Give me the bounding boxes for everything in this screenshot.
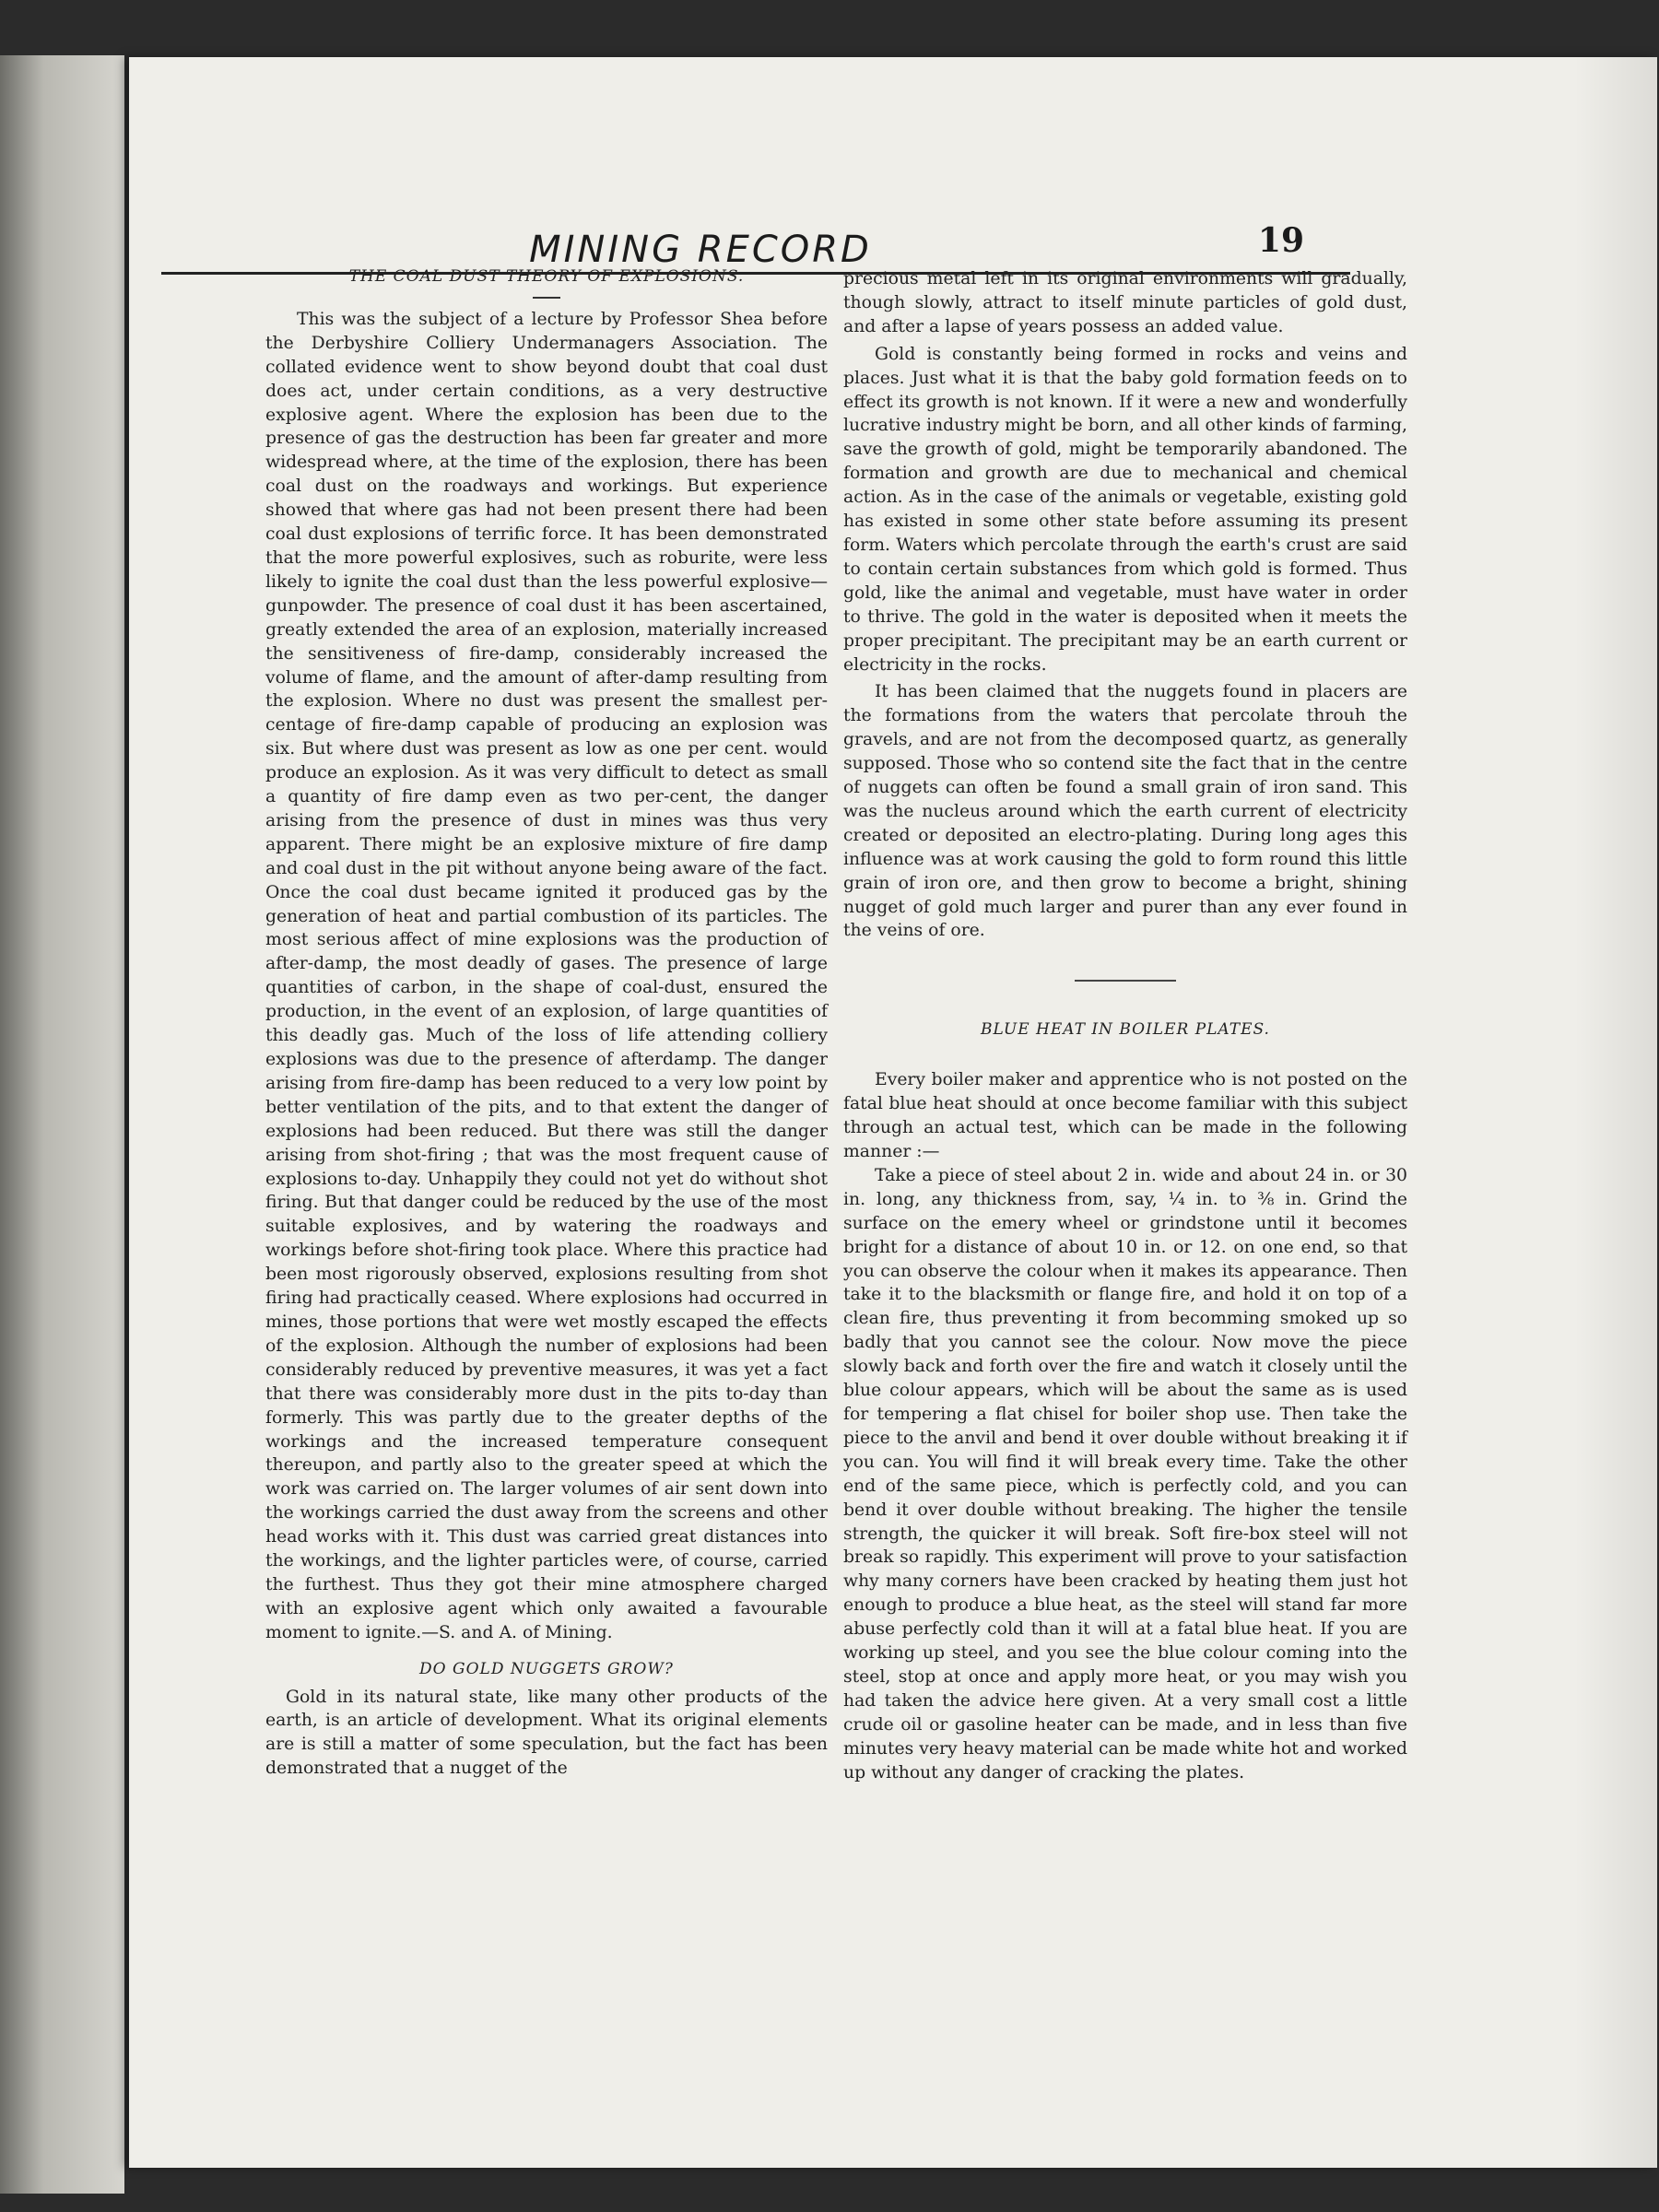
left-column xyxy=(265,265,828,1781)
page-number: 19 xyxy=(1257,221,1304,260)
article-divider xyxy=(1075,980,1176,982)
blue-heat-paragraph-2: Take a piece of steel about 2 in. wide and about 24 in. or 30 in. long, any thickness from, say, ¼ in. to ⅜ in. Grind the surface on the emery wheel or grindstone until it becomes bright for a distance of about 10 in. or 12. on one end, so that you can observe the colour when it makes its appearance. Then take it to the blacksmith or flange fire, and hold it on top of a clean fire, thus preventing it from becomming smoked up so badly that you cannot see the colour. Now move the piece slowly back and forth over the fire and watch it closely until the blue colour appears, which will be about the same as is used for tempering a flat chisel for boiler shop use. Then take the piece to the anvil and bend it over double without breaking it if you can. You will find it will break every time. Take the other end of the same piece, which is perfectly cold, and you can bend it over double without breaking. The higher the tensile strength, the quicker it will break. Soft fire-box steel will not break so rapidly. This experiment will prove to your satisfaction why many corners have been cracked by heating them just hot enough to produce a blue heat, as the steel will stand far more abuse perfectly cold than it will at a fatal blue heat. If you are working up steel, and you see the blue colour coming into the steel, stop at once and apply more heat, or you may wish you had taken the advice here given. At a very small cost a little crude oil or gasoline heater can be made, and in less than five minutes very heavy material can be made white hot and worked up without any danger of cracking the plates. xyxy=(843,1165,1407,1783)
headline-dash xyxy=(533,297,560,299)
facing-page-edge xyxy=(0,55,124,2194)
blue-heat-paragraph-1: Every boiler maker and apprentice who is not posted on the fatal blue heat should at once become familiar with this subject through an actual test, which can be made in the following manner :— xyxy=(843,1070,1407,1161)
gold-nuggets-intro: Gold in its natural state, like many other products of the earth, is an article of development. What its original elements are is still a matter of some speculation, but the fact has been demonstrated that a nugget of the xyxy=(265,1687,828,1779)
gold-nuggets-paragraph-3: It has been claimed that the nuggets found in placers are the formations from the waters that percolate throuh the gravels, and are not from the decomposed quartz, as generally supposed. Those who so contend site the fact that in the centre of nuggets can often be found a small grain of iron sand. This was the nucleus around which the earth current of electricity created or deposited an electro-plating. During long ages this influence was at work causing the gold to form round this little grain of iron ore, and then grow to become a bright, shining nugget of gold much larger and purer than any ever found in the veins of ore. xyxy=(843,682,1407,941)
gold-nuggets-headline: DO GOLD NUGGETS GROW? xyxy=(419,1659,674,1678)
coal-dust-body: This was the subject of a lecture by Professor Shea before the Derbyshire Colliery Undermanagers Association. The collated evidence went to show beyond doubt that coal dust does act, under certain conditions, as a very destructive explosive agent. Where the explosion has been due to the presence of gas the destruction has been far greater and more widespread where, at the time of the explosion, there has been coal dust on the roadways and workings. But experience showed that where gas had not been present there had been coal dust explosions of terrific force. It has been demonstrated that the more powerful explosives, such as roburite, were less likely to ignite the coal dust than the less powerful explosive—gunpowder. The presence of coal dust it has been ascertained, greatly extended the area of an explosion, materially increased the sensitiveness of fire-damp, considerably increased the volume of flame, and the amount of after-damp resulting from the explosion. Where no dust was present the smallest per-centage of fire-damp capable of producing an explosion was six. But where dust was present as low as one per cent. would produce an explosion. As it was very difficult to detect as small a quantity of fire damp even as two per-cent, the danger arising from the presence of dust in mines was thus very apparent. There might be an explosive mixture of fire damp and coal dust in the pit without anyone being aware of the fact. Once the coal dust became ignited it produced gas by the generation of heat and partial combustion of its particles. The most serious affect of mine explosions was the production of after-damp, the most deadly of gases. The presence of large quantities of carbon, in the shape of coal-dust, ensured the production, in the event of an explosion, of large quantities of this deadly gas. Much of the loss of life attending colliery explosions was due to the presence of afterdamp. The danger arising from fire-damp has been reduced to a very low point by better ventilation of the pits, and to that extent the danger of explosions had been reduced. But there was still the danger arising from shot-firing ; that was the most frequent cause of explosions to-day. Unhappily they could not yet do without shot firing. But that danger could be reduced by the use of the most suitable explosives, and by watering the roadways and workings before shot-firing took place. Where this practice had been most rigorously observed, explosions resulting from shot firing had practically ceased. Where explosions had occurred in mines, those portions that were wet mostly escaped the effects of the explosion. Although the number of explosions had been considerably reduced by preventive measures, it was yet a fact that there was considerably more dust in the pits to-day than formerly. This was partly due to the greater depths of the workings and the increased temperature consequent thereupon, and partly also to the greater speed at which the work was carried on. The larger volumes of air sent down into the workings carried the dust away from the screens and other head works with it. This dust was carried great distances into the workings, and the lighter particles were, of course, carried the furthest. Thus they got their mine atmosphere charged with an explosive agent which only awaited a favourable moment to ignite.—S. and A. of Mining. xyxy=(265,309,828,1642)
coal-dust-headline: THE COAL DUST THEORY OF EXPLOSIONS. xyxy=(348,267,745,286)
right-column xyxy=(843,267,1407,1784)
masthead-title: MINING RECORD xyxy=(529,229,872,271)
blue-heat-headline: BLUE HEAT IN BOILER PLATES. xyxy=(981,1020,1270,1040)
gold-nuggets-continuation: precious metal left in its original environments will gradually, though slowly, attract to itself minute particles of gold dust, and after a lapse of years possess an added value. xyxy=(843,269,1407,336)
page-header xyxy=(161,166,1350,271)
gold-nuggets-paragraph-2: Gold is constantly being formed in rocks and veins and places. Just what it is that the baby gold formation feeds on to effect its growth is not known. If it were a new and wonderfully lucrative industry might be born, and all other kinds of farming, save the growth of gold, might be temporarily abandoned. The formation and growth are due to mechanical and chemical action. As in the case of the animals or vegetable, existing gold has existed in some other state before assuming its present form. Waters which percolate through the earth's crust are said to contain certain substances from which gold is formed. Thus gold, like the animal and vegetable, must have water in order to thrive. The gold in the water is deposited when it meets the proper precipitant. The precipitant may be an earth current or electricity in the rocks. xyxy=(843,344,1407,675)
